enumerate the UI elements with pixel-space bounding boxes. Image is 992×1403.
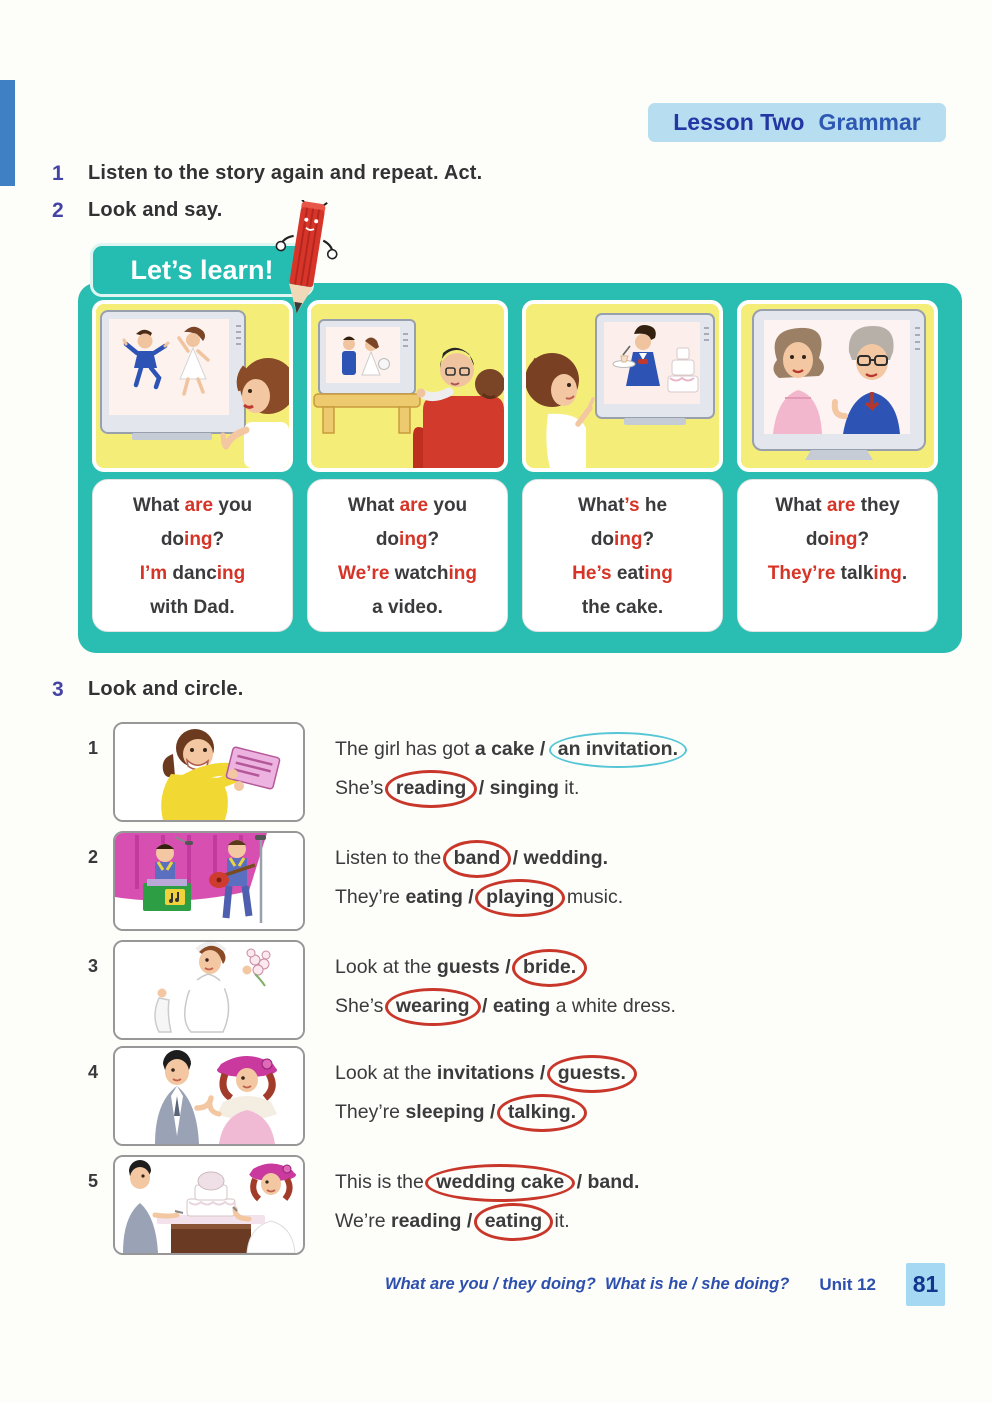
text-segment: sleeping <box>405 1101 485 1123</box>
exercise-item-3 <box>88 940 968 1044</box>
unit-label: Unit 12 <box>819 1274 876 1294</box>
circled-answer: playing <box>475 879 565 917</box>
grammar-card-3 <box>522 300 723 632</box>
text-segment: They’re <box>335 886 406 908</box>
lets-learn-label: Let’s learn! <box>130 254 274 285</box>
text-segment: ing <box>829 529 858 550</box>
text-segment: What <box>577 495 625 516</box>
text-segment: do <box>805 529 830 550</box>
circled-answer: band <box>443 840 512 878</box>
exercise-number: 3 <box>52 678 64 701</box>
item5-text <box>335 1163 639 1241</box>
grammar-card-2 <box>307 300 508 632</box>
page-footer <box>385 1263 945 1306</box>
speech-line <box>738 557 937 591</box>
text-segment: . <box>901 563 908 584</box>
speech-line <box>308 557 507 591</box>
speech-line <box>308 591 507 625</box>
text-segment: do <box>160 529 185 550</box>
text-segment: eating <box>492 995 551 1017</box>
text-segment: Look at the <box>335 956 437 978</box>
item-sentence <box>335 769 685 808</box>
item4-picture <box>113 1046 305 1146</box>
text-segment: singing <box>489 777 559 799</box>
pencil-mascot-icon <box>272 200 338 320</box>
circled-answer: eating <box>474 1203 553 1241</box>
text-segment: reading <box>391 1210 462 1232</box>
card3-speech <box>522 479 723 632</box>
circled-answer: guests. <box>547 1055 637 1093</box>
exercise-heading <box>52 678 243 702</box>
text-segment: / <box>534 1062 551 1084</box>
speech-line <box>308 489 507 523</box>
grammar-cards <box>92 300 938 632</box>
speech-line <box>93 489 292 523</box>
text-segment: band. <box>587 1171 640 1193</box>
card3-picture <box>522 300 723 472</box>
circled-answer: wearing <box>385 988 481 1026</box>
item-sentence <box>335 987 676 1026</box>
lesson-subject: Grammar <box>818 109 921 135</box>
text-segment: it. <box>549 1210 570 1232</box>
text-segment: / <box>499 956 517 978</box>
text-segment: He’s <box>572 563 612 584</box>
text-segment: ing <box>184 529 213 550</box>
speech-line <box>93 523 292 557</box>
text-segment: ’s <box>624 495 640 516</box>
item-sentence <box>335 878 623 917</box>
item-sentence <box>335 1054 633 1093</box>
item4-text <box>335 1054 633 1132</box>
text-segment: do <box>590 529 615 550</box>
card2-speech <box>307 479 508 632</box>
text-segment: ing <box>448 563 478 584</box>
grammar-summary: What are you / they doing? What is he / she doing? <box>385 1275 790 1293</box>
text-segment: What <box>775 495 827 516</box>
text-segment: they <box>855 495 900 516</box>
text-segment: music. <box>561 886 624 908</box>
text-segment: / <box>462 886 480 908</box>
speech-line <box>523 557 722 591</box>
item2-illustration <box>115 833 303 929</box>
item2-text <box>335 839 623 917</box>
text-segment: you <box>428 495 468 516</box>
exercise-title: Look and circle. <box>88 678 244 700</box>
item5-illustration <box>115 1157 303 1253</box>
text-segment: The girl has got <box>335 738 475 760</box>
grammar-card-4 <box>737 300 938 632</box>
lesson-title: Lesson Two <box>673 109 805 135</box>
text-segment: / <box>476 995 493 1017</box>
item-sentence <box>335 839 623 878</box>
exercise-item-4 <box>88 1046 968 1150</box>
circled-answer: reading <box>385 770 477 808</box>
text-segment: ? <box>642 529 655 550</box>
text-segment: he <box>639 495 668 516</box>
exercise-item-5 <box>88 1155 968 1259</box>
item1-picture <box>113 722 305 822</box>
instruction-text: Look and say. <box>88 199 223 221</box>
text-segment: invitations <box>436 1062 535 1084</box>
speech-line <box>308 523 507 557</box>
circled-answer: talking. <box>497 1094 587 1132</box>
text-segment: They’re <box>767 563 836 584</box>
text-segment: do <box>375 529 400 550</box>
item3-picture <box>113 940 305 1040</box>
text-segment: What <box>132 495 185 516</box>
text-segment: are <box>826 495 856 516</box>
text-segment: She’s <box>335 777 389 799</box>
text-segment: talk <box>835 563 874 584</box>
item1-illustration <box>115 724 303 820</box>
item-sentence <box>335 1163 639 1202</box>
speech-line <box>93 591 292 625</box>
item-number: 5 <box>88 1171 99 1191</box>
exercise-item-2 <box>88 831 968 935</box>
text-segment: They’re <box>335 1101 406 1123</box>
text-segment: eating <box>405 886 463 908</box>
text-segment: the cake. <box>581 597 664 618</box>
text-segment: ing <box>399 529 428 550</box>
item-sentence <box>335 1202 639 1241</box>
card1-picture <box>92 300 293 472</box>
text-segment: guests <box>436 956 500 978</box>
text-segment: ? <box>212 529 225 550</box>
item-sentence <box>335 948 676 987</box>
circled-answer: an invitation. <box>549 732 687 768</box>
text-segment: it. <box>558 777 580 799</box>
circled-answer: bride. <box>512 949 587 987</box>
text-segment: / <box>571 1171 588 1193</box>
text-segment: Look at the <box>335 1062 437 1084</box>
card2-illustration <box>311 304 504 468</box>
speech-line <box>738 523 937 557</box>
page-edge-tab <box>0 80 15 186</box>
text-segment: are <box>399 495 429 516</box>
text-segment: a video. <box>372 597 443 618</box>
item-sentence <box>335 730 685 769</box>
speech-line <box>523 489 722 523</box>
card1-speech <box>92 479 293 632</box>
lesson-header <box>648 103 946 142</box>
text-segment: a cake <box>474 738 535 760</box>
instruction-text: Listen to the story again and repeat. Act. <box>88 162 483 184</box>
text-segment: / <box>484 1101 501 1123</box>
card4-speech <box>737 479 938 632</box>
item-number: 1 <box>88 738 99 758</box>
text-segment: wedding. <box>523 847 609 869</box>
text-segment: We’re <box>335 1210 391 1232</box>
text-segment: / <box>461 1210 478 1232</box>
text-segment: with Dad. <box>150 597 235 618</box>
text-segment: / <box>473 777 490 799</box>
text-segment: are <box>184 495 214 516</box>
text-segment: I’m <box>139 563 168 584</box>
card3-illustration <box>526 304 719 468</box>
instruction-number: 2 <box>52 199 64 222</box>
text-segment: danc <box>167 563 217 584</box>
exercise-item-1 <box>88 722 968 826</box>
text-segment: ing <box>873 563 902 584</box>
grammar-card-1 <box>92 300 293 632</box>
text-segment: This is the <box>335 1171 430 1193</box>
text-segment: you <box>213 495 253 516</box>
item-number: 3 <box>88 956 99 976</box>
text-segment: She’s <box>335 995 389 1017</box>
text-segment: a white dress. <box>550 995 676 1017</box>
text-segment: We’re <box>337 563 390 584</box>
card4-picture <box>737 300 938 472</box>
circled-answer: wedding cake <box>425 1164 575 1202</box>
card2-picture <box>307 300 508 472</box>
item3-text <box>335 948 676 1026</box>
text-segment: ing <box>216 563 246 584</box>
text-segment: ing <box>644 563 673 584</box>
item1-text <box>335 730 685 808</box>
speech-line <box>93 557 292 591</box>
instruction-1 <box>52 162 482 186</box>
text-segment: / <box>507 847 524 869</box>
item-sentence <box>335 1093 633 1132</box>
text-segment: / <box>534 738 551 760</box>
text-segment: ing <box>614 529 643 550</box>
item5-picture <box>113 1155 305 1255</box>
item2-picture <box>113 831 305 931</box>
text-segment: What <box>347 495 400 516</box>
speech-line <box>738 489 937 523</box>
item-number: 4 <box>88 1062 99 1082</box>
text-segment: watch <box>389 563 449 584</box>
text-segment: eat <box>611 563 645 584</box>
item4-illustration <box>115 1048 303 1144</box>
item-number: 2 <box>88 847 99 867</box>
text-segment: ? <box>427 529 440 550</box>
instruction-2 <box>52 199 223 223</box>
speech-line <box>523 591 722 625</box>
instruction-number: 1 <box>52 162 64 185</box>
card1-illustration <box>96 304 289 468</box>
card4-illustration <box>741 304 934 468</box>
item3-illustration <box>115 942 303 1038</box>
page-number-badge: 81 <box>906 1263 945 1306</box>
speech-line <box>523 523 722 557</box>
text-segment: Listen to the <box>335 847 447 869</box>
text-segment: ? <box>857 529 870 550</box>
